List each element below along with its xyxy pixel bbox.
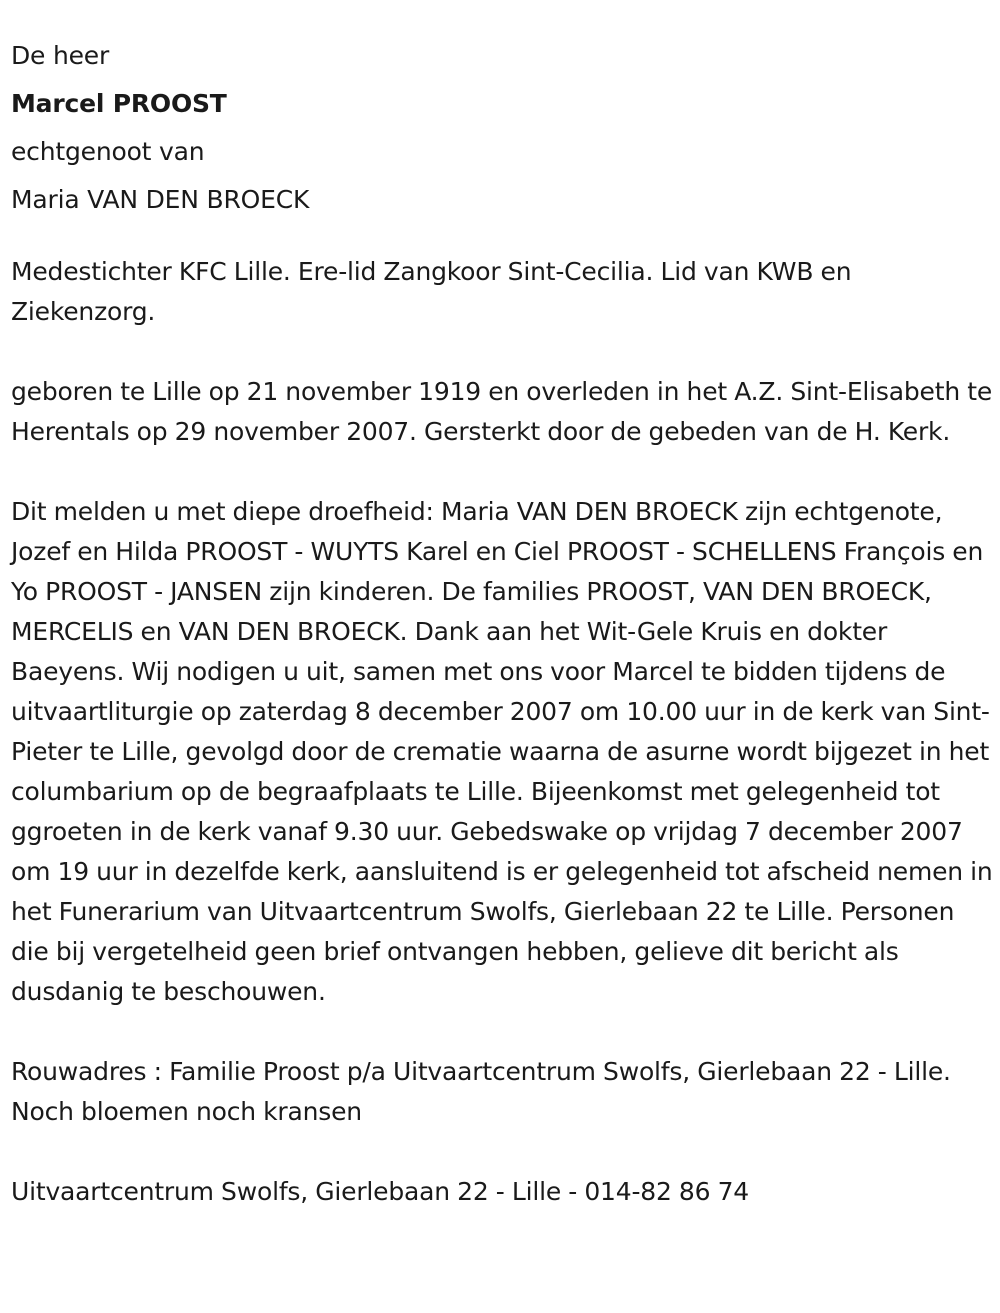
affiliations-paragraph: Medestichter KFC Lille. Ere-lid Zangkoor Sint-Cecilia. Lid van KWB en Ziekenzorg. <box>11 257 852 326</box>
birth-death-paragraph: geboren te Lille op 21 november 1919 en overleden in het A.Z. Sint-Elisabeth te Herentals op 29 november 2007. Gersterkt door de gebeden van de H. Kerk. <box>11 377 992 446</box>
deceased-name: Marcel PROOST <box>11 89 227 118</box>
announcement-paragraph: Dit melden u met diepe droefheid: Maria VAN DEN BROECK zijn echtgenote, Jozef en Hilda PROOST - WUYTS Karel en Ciel PROOST - SCHELLENS François en Yo PROOST - JANSEN zijn kinderen. De families PROOST, VAN DEN BROECK, MERCELIS en VAN DEN BROECK. Dank aan het Wit-Gele Kruis en dokter Baeyens. Wij nodigen u uit, samen met ons voor Marcel te bidden tijdens de uitvaartliturgie op zaterdag 8 december 2007 om 10.00 uur in de kerk van Sint-Pieter te Lille, gevolgd door de crematie waarna de asurne wordt bijgezet in het columbarium op de begraafplaats te Lille. Bijeenkomst met gelegenheid tot ggroeten in de kerk vanaf 9.30 uur. Gebedswake op vrijdag 7 december 2007 om 19 uur in dezelfde kerk, aansluitend is er gelegenheid tot afscheid nemen in het Funerarium van Uitvaartcentrum Swolfs, Gierlebaan 22 te Lille. Personen die bij vergetelheid geen brief ontvangen hebben, gelieve dit bericht als dusdanig te beschouwen. <box>11 497 993 1006</box>
relation-text: echtgenoot van <box>11 137 205 166</box>
obituary-notice <box>11 36 995 1252</box>
mourning-address-paragraph: Rouwadres : Familie Proost p/a Uitvaartcentrum Swolfs, Gierlebaan 22 - Lille. Noch bloemen noch kransen <box>11 1057 951 1126</box>
salutation: De heer <box>11 41 110 70</box>
funeral-home-contact: Uitvaartcentrum Swolfs, Gierlebaan 22 - Lille - 014-82 86 74 <box>11 1177 749 1206</box>
spouse-name: Maria VAN DEN BROECK <box>11 185 310 214</box>
